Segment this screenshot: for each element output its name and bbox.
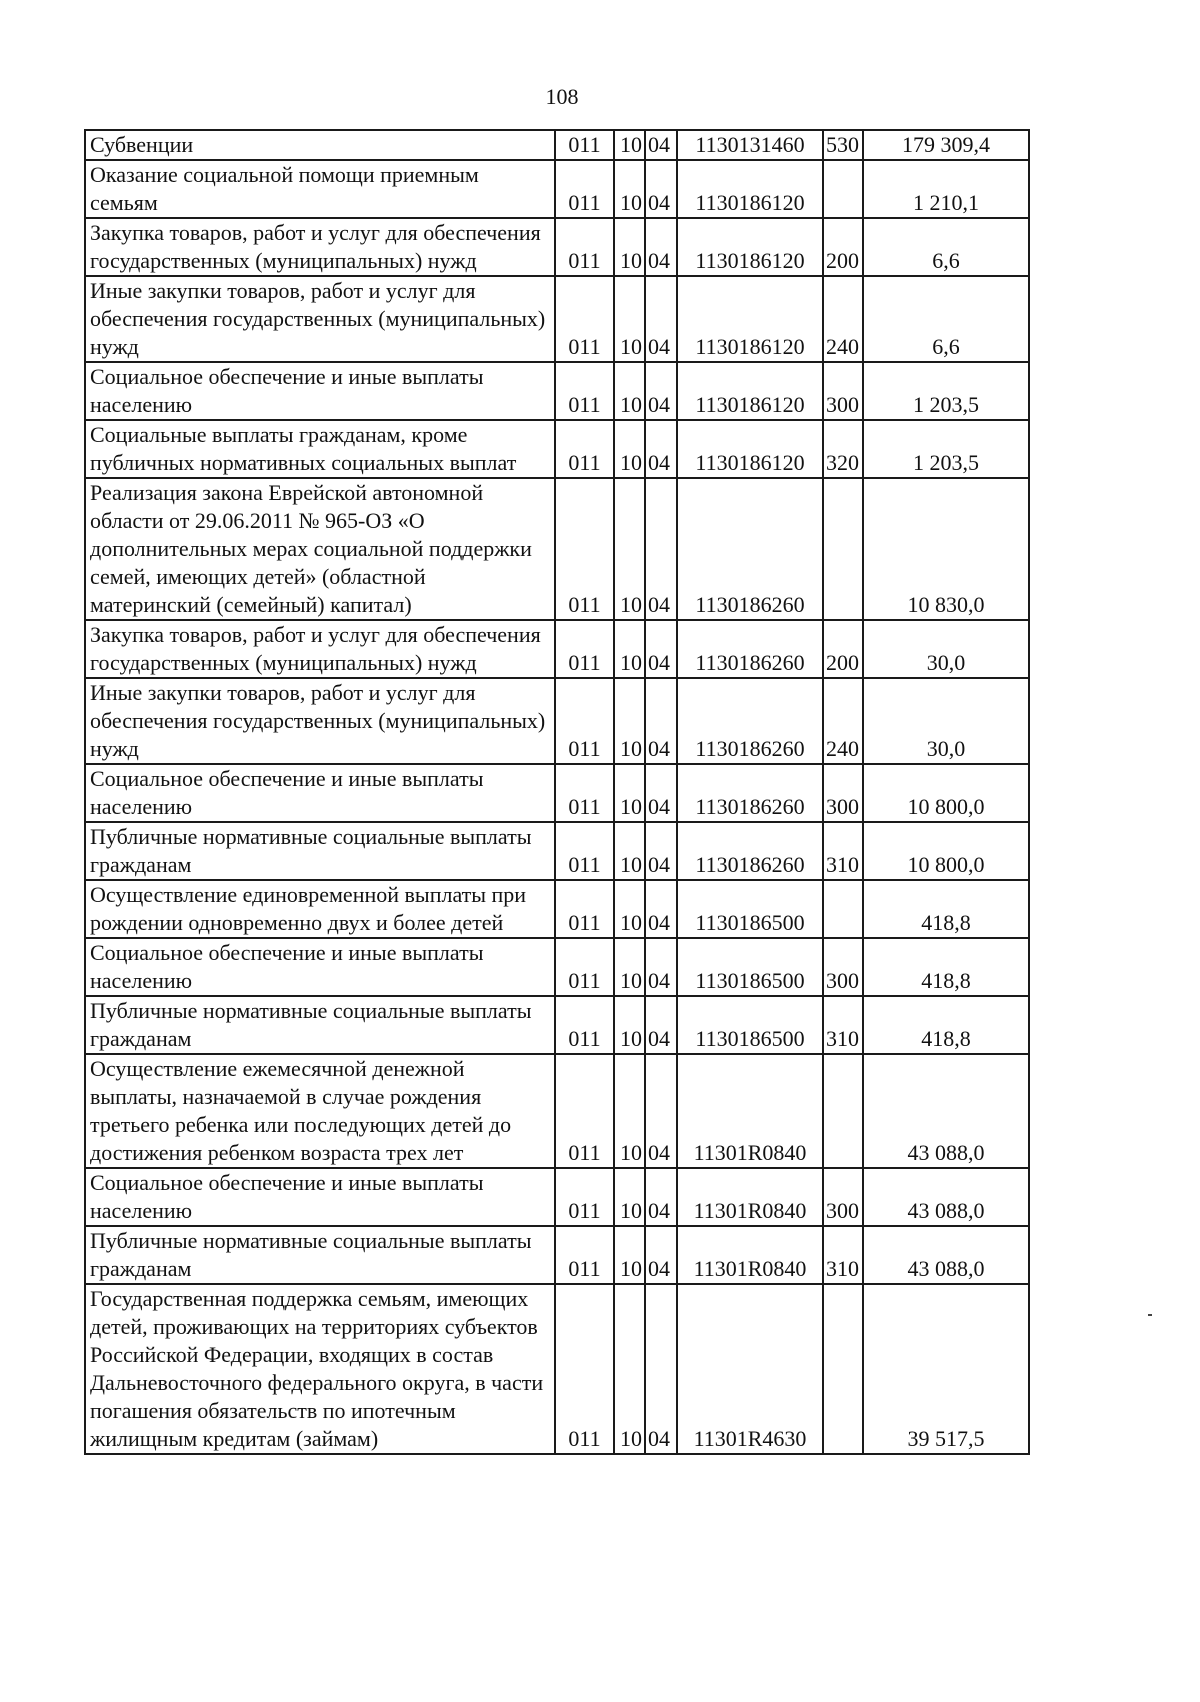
row-ministry-code: 011 — [555, 938, 614, 996]
table-row — [85, 218, 1029, 276]
row-expense-type: 300 — [823, 764, 863, 822]
budget-table — [84, 129, 1030, 1455]
row-name: Осуществление ежемесячной денежной выплаты, назначаемой в случае рождения третьего ребенка или последующих детей до достижения ребенком возраста трех лет — [85, 1054, 555, 1168]
table-row — [85, 880, 1029, 938]
row-ministry-code: 011 — [555, 160, 614, 218]
table-row — [85, 938, 1029, 996]
row-expense-type: 300 — [823, 1168, 863, 1226]
row-expense-type: 320 — [823, 420, 863, 478]
row-target-article: 1130186500 — [677, 996, 823, 1054]
row-target-article: 11301R4630 — [677, 1284, 823, 1454]
row-ministry-code: 011 — [555, 478, 614, 620]
row-amount: 418,8 — [863, 938, 1029, 996]
row-ministry-code: 011 — [555, 1226, 614, 1284]
row-section-code: 10 — [614, 996, 645, 1054]
row-name: Оказание социальной помощи приемным семьям — [85, 160, 555, 218]
row-amount: 10 800,0 — [863, 822, 1029, 880]
page-number: 108 — [545, 84, 579, 109]
row-expense-type: 310 — [823, 822, 863, 880]
row-name: Публичные нормативные социальные выплаты гражданам — [85, 996, 555, 1054]
row-subsection-code: 04 — [645, 420, 677, 478]
table-row — [85, 362, 1029, 420]
table-row — [85, 764, 1029, 822]
row-subsection-code: 04 — [645, 1226, 677, 1284]
row-subsection-code: 04 — [645, 938, 677, 996]
row-section-code: 10 — [614, 764, 645, 822]
row-ministry-code: 011 — [555, 1168, 614, 1226]
row-expense-type: 240 — [823, 678, 863, 764]
row-target-article: 1130186120 — [677, 160, 823, 218]
row-target-article: 1130186260 — [677, 764, 823, 822]
row-name: Государственная поддержка семьям, имеющих детей, проживающих на территориях субъектов Российской Федерации, входящих в состав Дальневосточного федерального округа, в части погашения обязательств по ипотечным жилищным кредитам (займам) — [85, 1284, 555, 1454]
row-expense-type — [823, 478, 863, 620]
row-expense-type — [823, 1284, 863, 1454]
row-target-article: 1130186120 — [677, 420, 823, 478]
table-row — [85, 1284, 1029, 1454]
row-amount: 30,0 — [863, 678, 1029, 764]
table-row — [85, 678, 1029, 764]
row-section-code: 10 — [614, 130, 645, 160]
row-ministry-code: 011 — [555, 362, 614, 420]
row-ministry-code: 011 — [555, 218, 614, 276]
row-amount: 30,0 — [863, 620, 1029, 678]
table-row — [85, 620, 1029, 678]
row-subsection-code: 04 — [645, 880, 677, 938]
row-target-article: 1130186500 — [677, 880, 823, 938]
row-expense-type: 300 — [823, 938, 863, 996]
row-section-code: 10 — [614, 880, 645, 938]
row-section-code: 10 — [614, 1054, 645, 1168]
row-amount: 6,6 — [863, 218, 1029, 276]
row-expense-type: 310 — [823, 996, 863, 1054]
row-name: Иные закупки товаров, работ и услуг для обеспечения государственных (муниципальных) нужд — [85, 276, 555, 362]
row-name: Реализация закона Еврейской автономной области от 29.06.2011 № 965-ОЗ «О дополнительных мерах социальной поддержки семей, имеющих детей» (областной материнский (семейный) капитал) — [85, 478, 555, 620]
row-expense-type — [823, 160, 863, 218]
row-name: Социальные выплаты гражданам, кроме публичных нормативных социальных выплат — [85, 420, 555, 478]
row-target-article: 1130186260 — [677, 620, 823, 678]
row-target-article: 1130186120 — [677, 276, 823, 362]
row-target-article: 1130186260 — [677, 822, 823, 880]
table-row — [85, 822, 1029, 880]
row-amount: 10 800,0 — [863, 764, 1029, 822]
row-subsection-code: 04 — [645, 160, 677, 218]
row-subsection-code: 04 — [645, 996, 677, 1054]
row-ministry-code: 011 — [555, 678, 614, 764]
row-expense-type: 530 — [823, 130, 863, 160]
row-ministry-code: 011 — [555, 880, 614, 938]
table-row — [85, 1168, 1029, 1226]
row-section-code: 10 — [614, 822, 645, 880]
row-ministry-code: 011 — [555, 764, 614, 822]
row-ministry-code: 011 — [555, 1284, 614, 1454]
row-section-code: 10 — [614, 160, 645, 218]
row-section-code: 10 — [614, 478, 645, 620]
row-name: Публичные нормативные социальные выплаты гражданам — [85, 1226, 555, 1284]
row-target-article: 11301R0840 — [677, 1054, 823, 1168]
table-row — [85, 276, 1029, 362]
row-subsection-code: 04 — [645, 130, 677, 160]
row-name: Субвенции — [85, 130, 555, 160]
row-ministry-code: 011 — [555, 420, 614, 478]
row-amount: 1 203,5 — [863, 362, 1029, 420]
row-section-code: 10 — [614, 218, 645, 276]
row-subsection-code: 04 — [645, 478, 677, 620]
row-subsection-code: 04 — [645, 362, 677, 420]
row-amount: 179 309,4 — [863, 130, 1029, 160]
row-subsection-code: 04 — [645, 1284, 677, 1454]
row-subsection-code: 04 — [645, 218, 677, 276]
table-row — [85, 420, 1029, 478]
row-amount: 1 210,1 — [863, 160, 1029, 218]
row-amount: 6,6 — [863, 276, 1029, 362]
row-subsection-code: 04 — [645, 822, 677, 880]
row-expense-type — [823, 1054, 863, 1168]
row-ministry-code: 011 — [555, 130, 614, 160]
row-ministry-code: 011 — [555, 822, 614, 880]
row-expense-type: 300 — [823, 362, 863, 420]
row-target-article: 1130186260 — [677, 478, 823, 620]
row-subsection-code: 04 — [645, 678, 677, 764]
row-ministry-code: 011 — [555, 276, 614, 362]
row-name: Иные закупки товаров, работ и услуг для обеспечения государственных (муниципальных) нужд — [85, 678, 555, 764]
table-row — [85, 1054, 1029, 1168]
row-target-article: 1130186120 — [677, 362, 823, 420]
row-subsection-code: 04 — [645, 620, 677, 678]
row-name: Закупка товаров, работ и услуг для обеспечения государственных (муниципальных) нужд — [85, 218, 555, 276]
row-target-article: 11301R0840 — [677, 1226, 823, 1284]
table-row — [85, 1226, 1029, 1284]
row-amount: 43 088,0 — [863, 1054, 1029, 1168]
table-row — [85, 996, 1029, 1054]
row-ministry-code: 011 — [555, 1054, 614, 1168]
row-name: Осуществление единовременной выплаты при рождении одновременно двух и более детей — [85, 880, 555, 938]
row-section-code: 10 — [614, 1284, 645, 1454]
row-subsection-code: 04 — [645, 1054, 677, 1168]
row-section-code: 10 — [614, 1168, 645, 1226]
row-target-article: 1130186500 — [677, 938, 823, 996]
row-amount: 43 088,0 — [863, 1226, 1029, 1284]
row-name: Социальное обеспечение и иные выплаты населению — [85, 938, 555, 996]
row-amount: 39 517,5 — [863, 1284, 1029, 1454]
scan-speck — [1148, 1314, 1152, 1316]
row-subsection-code: 04 — [645, 276, 677, 362]
row-section-code: 10 — [614, 1226, 645, 1284]
row-amount: 418,8 — [863, 880, 1029, 938]
row-section-code: 10 — [614, 276, 645, 362]
row-subsection-code: 04 — [645, 1168, 677, 1226]
row-name: Социальное обеспечение и иные выплаты населению — [85, 764, 555, 822]
row-expense-type — [823, 880, 863, 938]
row-amount: 1 203,5 — [863, 420, 1029, 478]
row-name: Публичные нормативные социальные выплаты гражданам — [85, 822, 555, 880]
row-target-article: 1130186120 — [677, 218, 823, 276]
row-expense-type: 240 — [823, 276, 863, 362]
row-ministry-code: 011 — [555, 620, 614, 678]
row-target-article: 1130131460 — [677, 130, 823, 160]
row-expense-type: 200 — [823, 620, 863, 678]
row-expense-type: 200 — [823, 218, 863, 276]
row-section-code: 10 — [614, 938, 645, 996]
table-body — [85, 130, 1029, 1454]
table-row — [85, 160, 1029, 218]
row-section-code: 10 — [614, 362, 645, 420]
row-amount: 418,8 — [863, 996, 1029, 1054]
row-amount: 10 830,0 — [863, 478, 1029, 620]
row-ministry-code: 011 — [555, 996, 614, 1054]
row-section-code: 10 — [614, 420, 645, 478]
row-name: Социальное обеспечение и иные выплаты населению — [85, 1168, 555, 1226]
row-name: Социальное обеспечение и иные выплаты населению — [85, 362, 555, 420]
table-row — [85, 130, 1029, 160]
row-target-article: 11301R0840 — [677, 1168, 823, 1226]
row-name: Закупка товаров, работ и услуг для обеспечения государственных (муниципальных) нужд — [85, 620, 555, 678]
row-expense-type: 310 — [823, 1226, 863, 1284]
row-subsection-code: 04 — [645, 764, 677, 822]
row-target-article: 1130186260 — [677, 678, 823, 764]
row-section-code: 10 — [614, 678, 645, 764]
row-section-code: 10 — [614, 620, 645, 678]
table-row — [85, 478, 1029, 620]
row-amount: 43 088,0 — [863, 1168, 1029, 1226]
